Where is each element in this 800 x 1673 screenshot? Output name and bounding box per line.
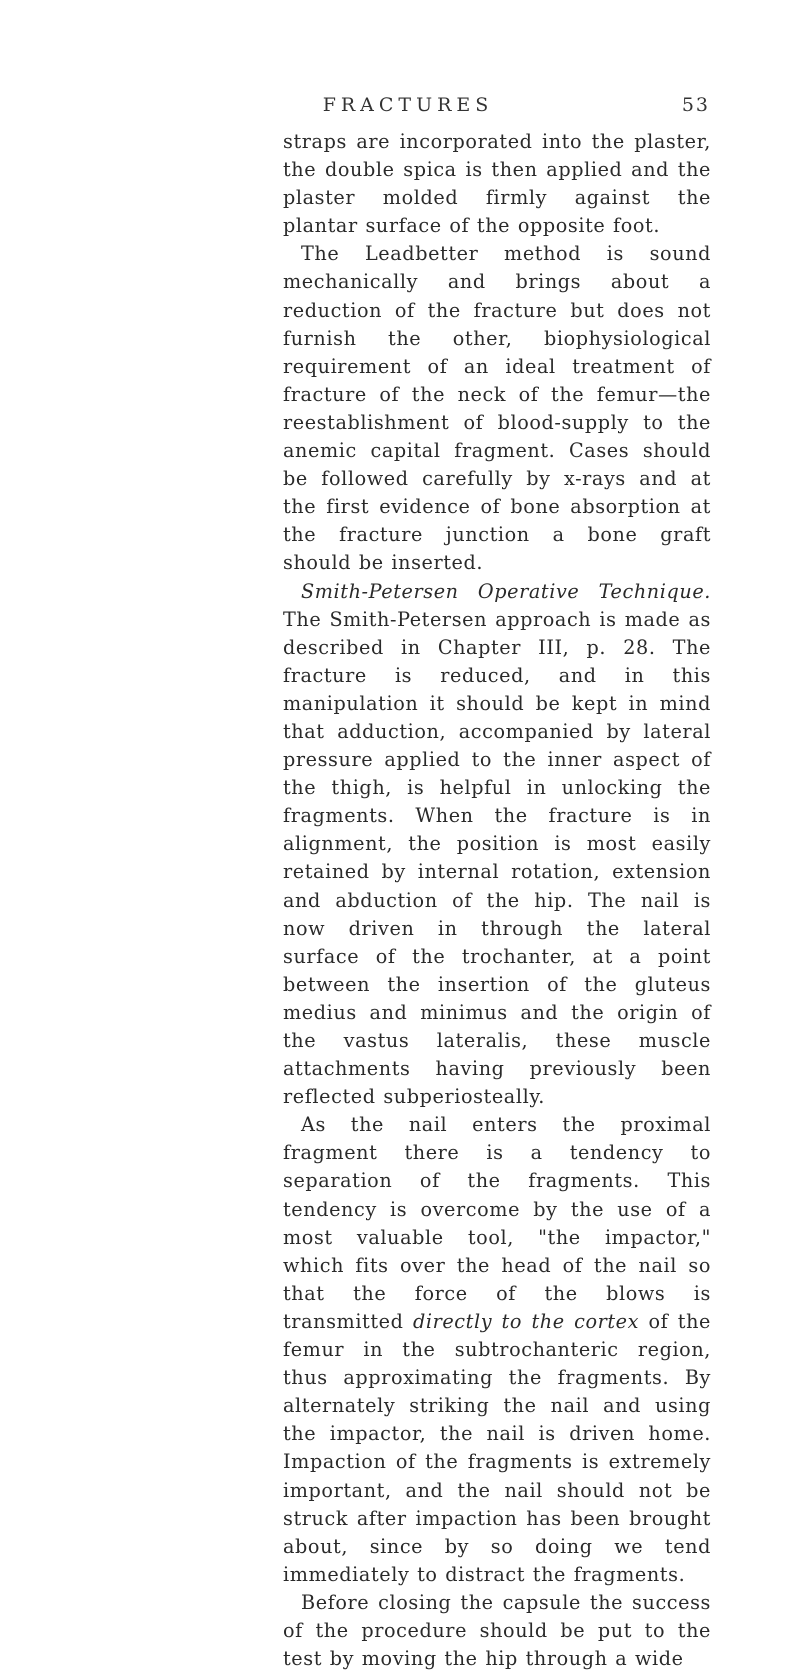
body-text xyxy=(283,128,711,1673)
page-number: 53 xyxy=(681,94,710,116)
running-title: FRACTURES xyxy=(322,94,494,116)
paragraph-text: The Smith-Petersen approach is made as described in Chapter III, p. 28. The fracture is reduced, and in this manipulation it should be kept in mind that adduction, accompanied by lateral pressure applied to the inner aspect of the thigh, is helpful in unlocking the fragments. When the fracture is in alignment, the position is most easily retained by internal rotation, extension and abduction of the hip. The nail is now driven in through the lateral surface of the trochanter, at a point between the insertion of the gluteus medius and minimus and the origin of the vastus lateralis, these muscle attachments having previously been reflected subperiosteally. xyxy=(283,607,711,1109)
paragraph-smith-petersen xyxy=(283,578,711,1112)
emphasis-text: directly to the cortex xyxy=(412,1309,640,1333)
paragraph-continued: straps are incorporated into the plaster, the double spica is then applied and the plaster molded firmly against the plantar surface of the opposite foot. xyxy=(283,130,711,238)
paragraph-impactor xyxy=(283,1111,711,1589)
paragraph-text: As the nail enters the proximal fragment there is a tendency to separation of the fragments. This tendency is overcome by the use of a most valuable tool, "the impactor," which fits over the head of the nail so that the force of the blows is transmitted xyxy=(283,1113,711,1333)
section-heading: Smith-Petersen Operative Technique. xyxy=(301,579,711,603)
paragraph-text: of the femur in the subtrochanteric region, thus approximating the fragments. By alternately striking the nail and using the impactor, the nail is driven home. Impaction of the fragments is extremely important, and the nail should not be struck after impaction has been brought about, since by so doing we tend immediately to distract the fragments. xyxy=(283,1309,711,1586)
paragraph-capsule: Before closing the capsule the success of the procedure should be put to the test by moving the hip through a wide xyxy=(283,1590,711,1671)
paragraph-leadbetter: The Leadbetter method is sound mechanically and brings about a reduction of the fracture but does not furnish the other, biophysiological requirement of an ideal treatment of fracture of the neck of the femur—the reestablishment of blood-supply to the anemic capital fragment. Cases should be followed carefully by x-rays and at the first evidence of bone absorption at the fracture junction a bone graft should be inserted. xyxy=(283,242,711,575)
